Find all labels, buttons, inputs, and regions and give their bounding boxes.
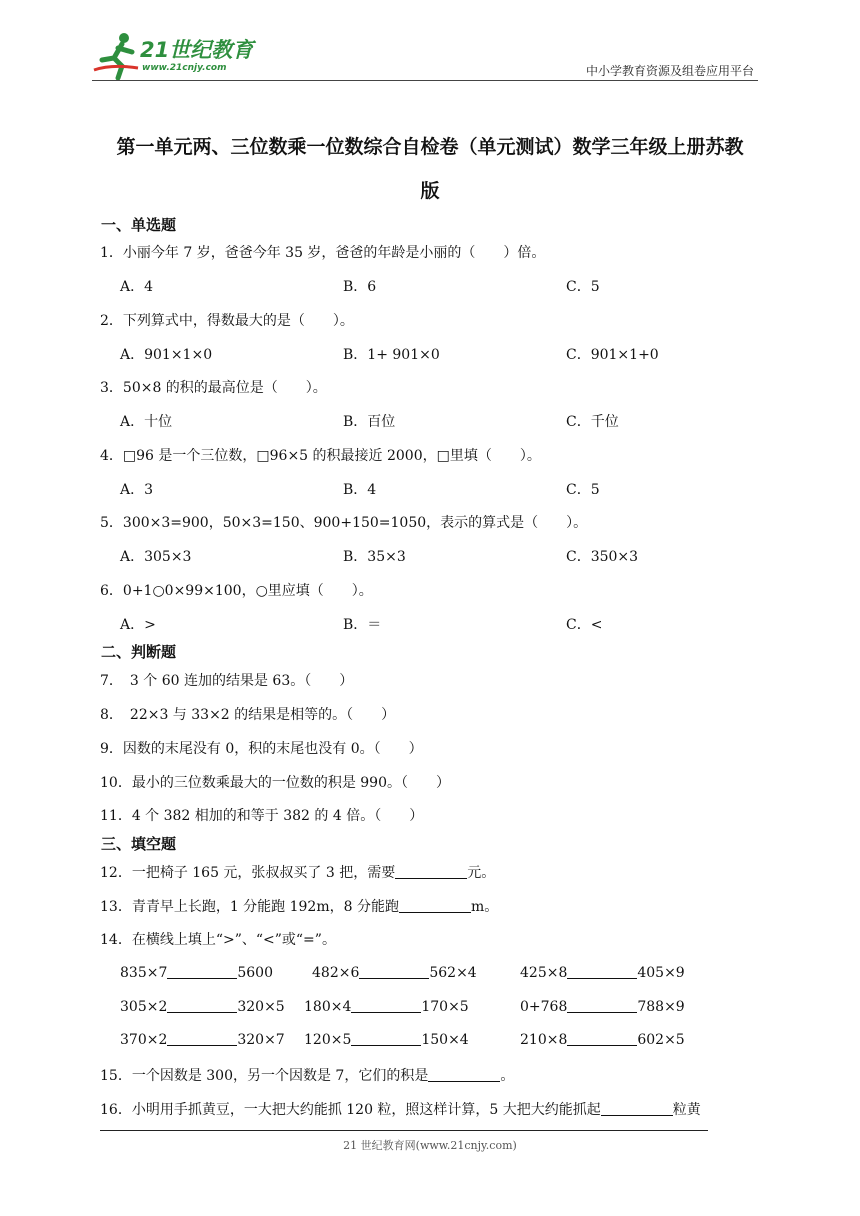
answer-blank[interactable]	[399, 898, 471, 913]
option-3b: B．百位	[343, 414, 396, 430]
question-4: 4．□96 是一个三位数，□96×5 的积最接近 2000，□里填（ ）。	[100, 448, 541, 464]
answer-blank[interactable]	[428, 1067, 500, 1082]
answer-blank[interactable]	[351, 998, 421, 1013]
compare-right: 788×9	[637, 999, 685, 1015]
option-5c: C．350×3	[566, 549, 639, 565]
option-1c: C．5	[566, 279, 600, 295]
compare-right: 320×5	[237, 999, 285, 1015]
header-platform-text: 中小学教育资源及组卷应用平台	[585, 64, 754, 78]
compare-item	[304, 998, 469, 1015]
logo-url-text: www.21cnjy.com	[142, 63, 227, 73]
site-logo	[92, 30, 262, 82]
footer-text: 21 世纪教育网(www.21cnjy.com)	[343, 1139, 517, 1152]
question-6: 6．0+1○0×99×100，○里应填（ ）。	[100, 583, 373, 599]
compare-left: 180×4	[304, 999, 352, 1015]
question-14: 14．在横线上填上“>”、“<”或“=”。	[100, 932, 336, 948]
answer-blank[interactable]	[167, 964, 237, 979]
compare-right: 150×4	[421, 1032, 469, 1048]
question-15-end: 。	[500, 1068, 515, 1084]
compare-left: 425×8	[520, 965, 568, 981]
question-2: 2．下列算式中，得数最大的是（ ）。	[100, 313, 354, 329]
question-15-text: 15．一个因数是 300，另一个因数是 7，它们的积是	[100, 1068, 429, 1084]
compare-right: 602×5	[637, 1032, 685, 1048]
option-3c: C．千位	[566, 414, 619, 430]
answer-blank[interactable]	[167, 1031, 237, 1046]
compare-right: 5600	[237, 965, 273, 981]
compare-item	[520, 998, 685, 1015]
question-10: 10．最小的三位数乘最大的一位数的积是 990。（ ）	[100, 775, 450, 791]
compare-item	[120, 1031, 285, 1048]
compare-item	[120, 998, 285, 1015]
section-heading-single-choice: 一、单选题	[101, 216, 177, 234]
question-16	[100, 1099, 701, 1119]
question-16-text: 16．小明用手抓黄豆，一大把大约能抓 120 粒，照这样计算，5 大把大约能抓起	[100, 1102, 601, 1118]
compare-item	[312, 964, 477, 981]
question-8: 8． 22×3 与 33×2 的结果是相等的。（ ）	[100, 707, 396, 723]
answer-blank[interactable]	[567, 964, 637, 979]
answer-blank[interactable]	[351, 1031, 421, 1046]
logo-brand-text: 21世纪教育	[140, 38, 254, 62]
question-12-unit: 元。	[467, 865, 496, 881]
question-13	[100, 896, 498, 916]
question-11: 11．4 个 382 相加的和等于 382 的 4 倍。（ ）	[100, 808, 424, 824]
header-divider	[92, 80, 758, 81]
question-1: 1．小丽今年 7 岁，爸爸今年 35 岁，爸爸的年龄是小丽的（ ）倍。	[100, 245, 546, 261]
compare-right: 405×9	[637, 965, 685, 981]
question-13-unit: m。	[470, 899, 499, 915]
option-1b: B．6	[343, 279, 377, 295]
compare-right: 320×7	[237, 1032, 285, 1048]
option-2c: C．901×1+0	[566, 347, 659, 363]
question-5: 5．300×3=900，50×3=150、900+150=1050，表示的算式是（ ）。	[100, 515, 588, 531]
section-heading-fill-in: 三、填空题	[101, 835, 177, 853]
page-title-line1: 第一单元两、三位数乘一位数综合自检卷（单元测试）数学三年级上册苏教	[116, 136, 744, 158]
option-6b: B．＝	[343, 617, 382, 633]
option-5a: A．305×3	[120, 549, 192, 565]
compare-left: 210×8	[520, 1032, 568, 1048]
compare-left: 370×2	[120, 1032, 168, 1048]
question-3: 3．50×8 的积的最高位是（ ）。	[100, 380, 327, 396]
compare-item	[120, 964, 273, 981]
answer-blank[interactable]	[167, 998, 237, 1013]
runner-logo-icon	[92, 30, 142, 82]
option-2b: B．1+ 901×0	[343, 347, 440, 363]
option-2a: A．901×1×0	[120, 347, 213, 363]
compare-right: 562×4	[429, 965, 477, 981]
answer-blank[interactable]	[567, 1031, 637, 1046]
compare-item	[520, 964, 685, 981]
compare-left: 835×7	[120, 965, 168, 981]
answer-blank[interactable]	[601, 1101, 673, 1116]
question-15	[100, 1065, 514, 1085]
question-12	[100, 862, 495, 882]
option-3a: A．十位	[120, 414, 173, 430]
compare-left: 120×5	[304, 1032, 352, 1048]
page-title-line2: 版	[420, 180, 440, 202]
option-1a: A．4	[120, 279, 154, 295]
question-13-text: 13．青青早上长跑，1 分能跑 192m，8 分能跑	[100, 899, 399, 915]
option-4c: C．5	[566, 482, 600, 498]
answer-blank[interactable]	[359, 964, 429, 979]
question-9: 9．因数的末尾没有 0，积的末尾也没有 0。（ ）	[100, 741, 423, 757]
option-5b: B．35×3	[343, 549, 406, 565]
compare-item	[520, 1031, 685, 1048]
compare-right: 170×5	[421, 999, 469, 1015]
answer-blank[interactable]	[395, 864, 467, 879]
section-heading-true-false: 二、判断题	[101, 643, 177, 661]
answer-blank[interactable]	[567, 998, 637, 1013]
option-4a: A．3	[120, 482, 154, 498]
option-6c: C．<	[566, 617, 603, 633]
question-12-text: 12．一把椅子 165 元，张叔叔买了 3 把，需要	[100, 865, 396, 881]
footer-divider	[100, 1130, 708, 1131]
question-7: 7． 3 个 60 连加的结果是 63。（ ）	[100, 673, 354, 689]
option-4b: B．4	[343, 482, 377, 498]
compare-left: 482×6	[312, 965, 360, 981]
compare-left: 0+768	[520, 999, 568, 1015]
option-6a: A．>	[120, 617, 156, 633]
compare-item	[304, 1031, 469, 1048]
compare-left: 305×2	[120, 999, 168, 1015]
question-16-end: 粒黄	[672, 1102, 701, 1118]
